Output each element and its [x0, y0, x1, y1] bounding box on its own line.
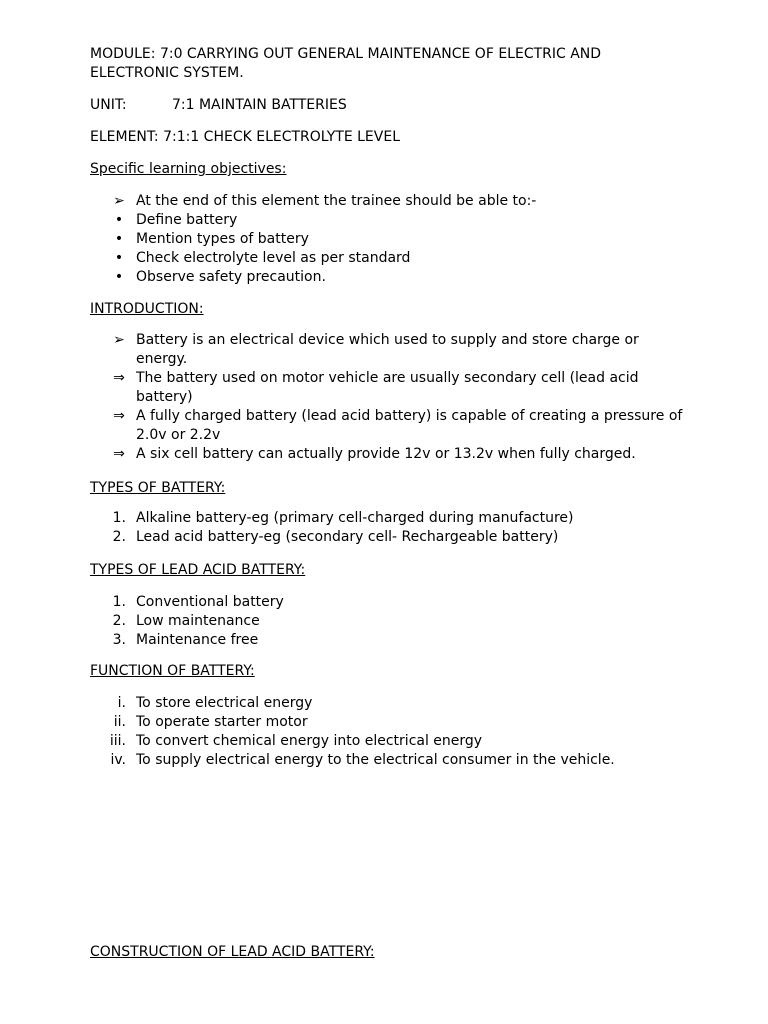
list-item	[90, 509, 690, 528]
list-roman-numeral: i.	[117, 695, 126, 711]
list-item	[90, 249, 690, 268]
unit-value: 7:1 MAINTAIN BATTERIES	[172, 97, 347, 113]
list-item	[90, 407, 690, 445]
lead-acid-types-heading: TYPES OF LEAD ACID BATTERY:	[90, 562, 306, 578]
list-item	[90, 268, 690, 287]
list-item	[90, 751, 690, 770]
list-item	[90, 192, 690, 211]
list-item	[90, 369, 690, 407]
list-item-text: Observe safety precaution.	[136, 269, 326, 285]
bullet-icon: •	[114, 212, 124, 228]
list-item-text-cont: energy.	[136, 351, 188, 367]
list-item-text: To store electrical energy	[136, 695, 313, 711]
list-number: 2.	[112, 613, 126, 629]
list-item	[90, 211, 690, 230]
list-item-text: Define battery	[136, 212, 238, 228]
list-item	[90, 732, 690, 751]
types-list	[90, 509, 690, 547]
list-item	[90, 445, 690, 464]
module-title-line2: ELECTRONIC SYSTEM.	[90, 65, 244, 81]
list-item	[90, 612, 690, 631]
unit-label: UNIT:	[90, 97, 127, 113]
list-item-text: Low maintenance	[136, 613, 260, 629]
list-item-text: Alkaline battery-eg (primary cell-charged during manufacture)	[136, 510, 574, 526]
list-item	[90, 528, 690, 547]
list-item-text: To operate starter motor	[136, 714, 308, 730]
introduction-list	[90, 331, 690, 464]
list-item-text: Maintenance free	[136, 632, 259, 648]
implies-arrow-icon: ⇒	[113, 370, 125, 386]
list-item-text: A six cell battery can actually provide 12v or 13.2v when fully charged.	[136, 446, 636, 462]
objectives-list	[90, 192, 690, 287]
list-item	[90, 713, 690, 732]
types-heading: TYPES OF BATTERY:	[90, 480, 226, 496]
list-item	[90, 331, 690, 369]
construction-heading: CONSTRUCTION OF LEAD ACID BATTERY:	[90, 944, 375, 960]
introduction-heading: INTRODUCTION:	[90, 301, 204, 317]
list-number: 2.	[112, 529, 126, 545]
function-list	[90, 694, 690, 770]
list-item-text: Battery is an electrical device which used to supply and store charge or	[136, 332, 639, 348]
implies-arrow-icon: ⇒	[113, 446, 125, 462]
list-item	[90, 631, 690, 650]
bullet-icon: •	[114, 269, 124, 285]
list-item	[90, 230, 690, 249]
objectives-heading: Specific learning objectives:	[90, 161, 287, 177]
list-item	[90, 694, 690, 713]
implies-arrow-icon: ⇒	[113, 408, 125, 424]
list-roman-numeral: ii.	[113, 714, 126, 730]
list-item-text: At the end of this element the trainee should be able to:-	[136, 193, 537, 209]
list-item-text: A fully charged battery (lead acid battery) is capable of creating a pressure of	[136, 408, 683, 424]
function-heading: FUNCTION OF BATTERY:	[90, 663, 255, 679]
list-item-text: Lead acid battery-eg (secondary cell- Rechargeable battery)	[136, 529, 559, 545]
list-item-text: To convert chemical energy into electrical energy	[136, 733, 483, 749]
list-item	[90, 593, 690, 612]
list-number: 1.	[112, 594, 126, 610]
list-item-text: Check electrolyte level as per standard	[136, 250, 411, 266]
list-item-text: Mention types of battery	[136, 231, 309, 247]
list-item-text: The battery used on motor vehicle are usually secondary cell (lead acid	[136, 370, 639, 386]
list-item-text: Conventional battery	[136, 594, 284, 610]
unit-line	[90, 96, 347, 115]
list-item-text: To supply electrical energy to the electrical consumer in the vehicle.	[136, 752, 615, 768]
list-number: 3.	[112, 632, 126, 648]
list-roman-numeral: iv.	[110, 752, 126, 768]
bullet-icon: •	[114, 250, 124, 266]
list-item-text-cont: 2.0v or 2.2v	[136, 427, 221, 443]
module-title-line1: MODULE: 7:0 CARRYING OUT GENERAL MAINTENANCE OF ELECTRIC AND	[90, 46, 602, 62]
lead-acid-types-list	[90, 593, 690, 650]
list-number: 1.	[112, 510, 126, 526]
arrowhead-bullet-icon: ➢	[113, 193, 125, 209]
list-roman-numeral: iii.	[109, 733, 126, 749]
bullet-icon: •	[114, 231, 124, 247]
element-line: ELEMENT: 7:1:1 CHECK ELECTROLYTE LEVEL	[90, 129, 401, 145]
list-item-text-cont: battery)	[136, 389, 193, 405]
arrowhead-bullet-icon: ➢	[113, 332, 125, 348]
